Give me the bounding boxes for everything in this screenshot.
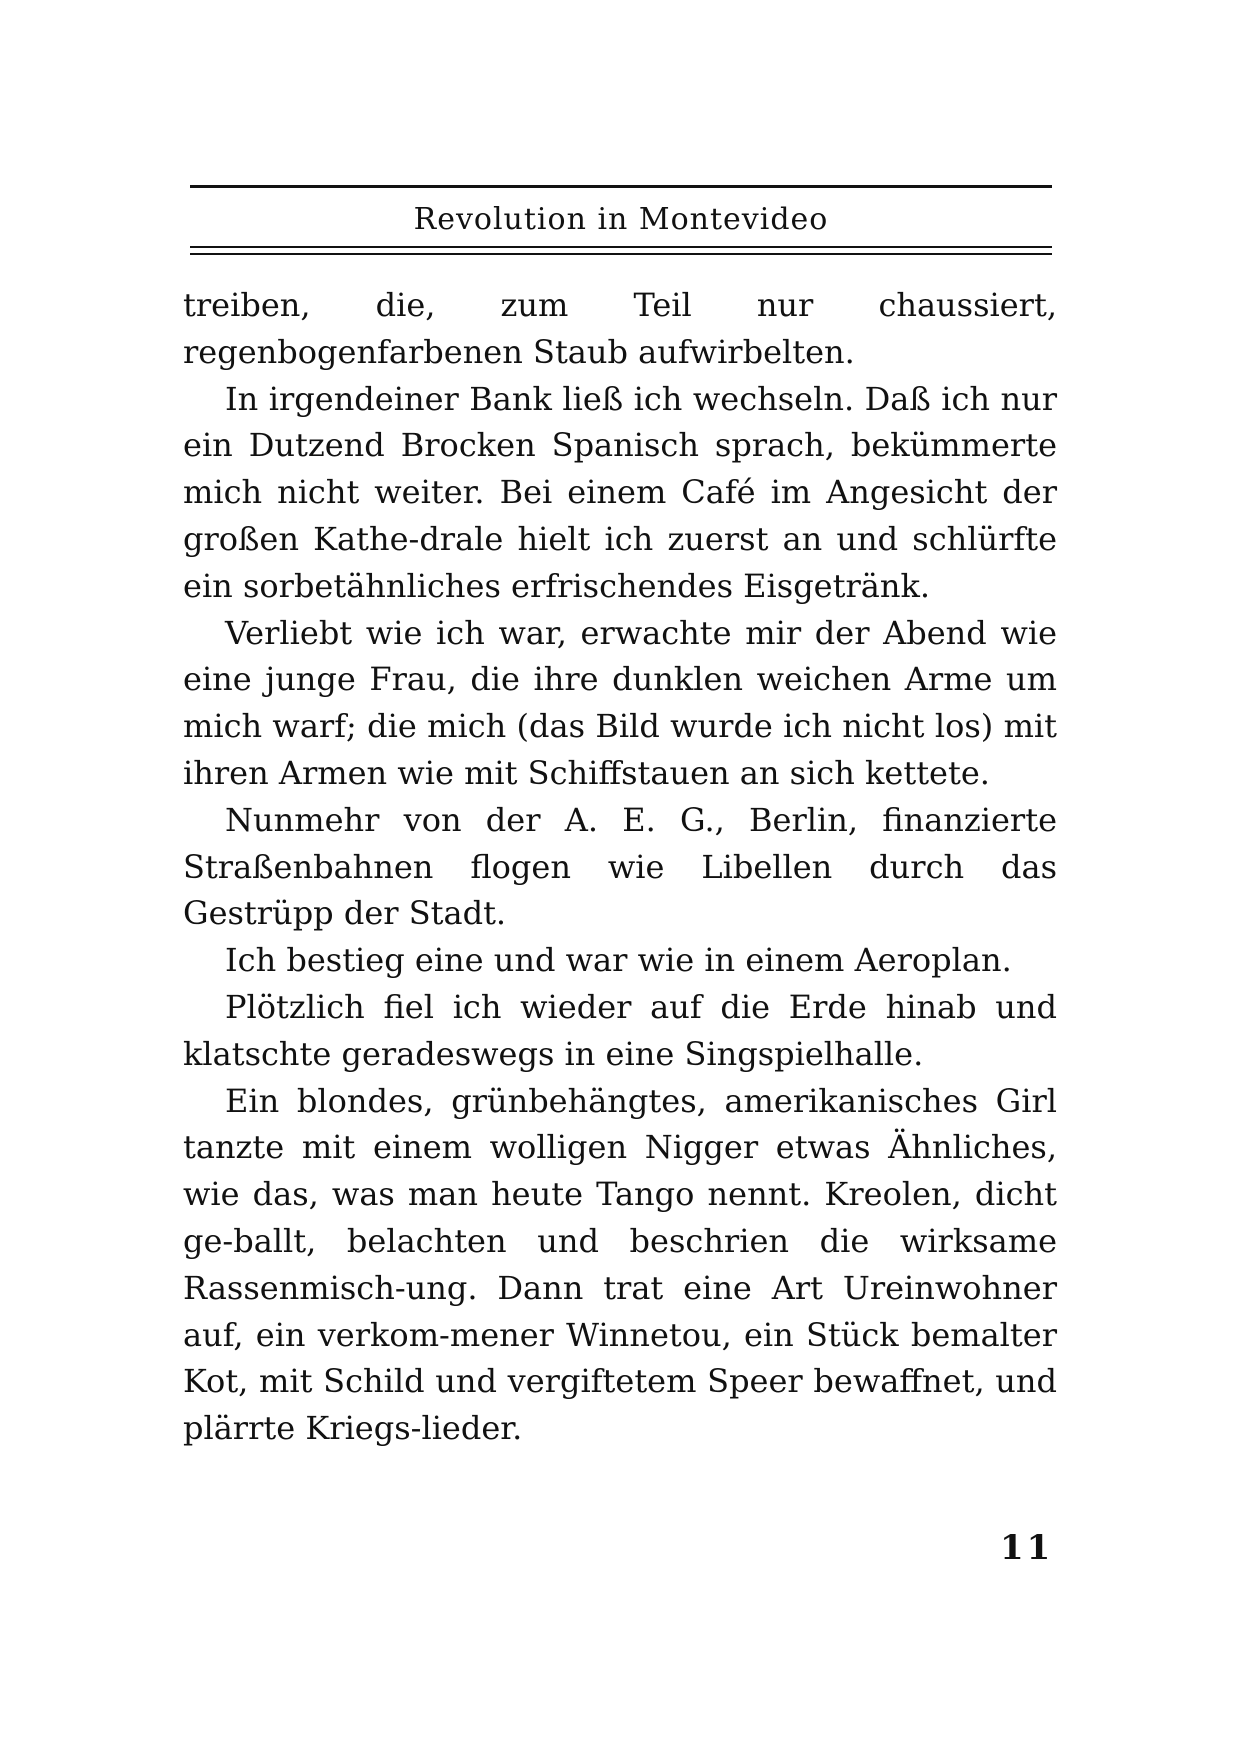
paragraph: Nunmehr von der A. E. G., Berlin, finanzierte Straßenbahnen flogen wie Libellen durch das Gestrüpp der Stadt.	[183, 800, 1057, 933]
body-text	[183, 282, 1057, 1452]
paragraph: Ich bestieg eine und war wie in einem Aeroplan.	[225, 941, 1012, 980]
header-top-rule	[190, 185, 1052, 188]
running-head-title: Revolution in Montevideo	[413, 202, 829, 237]
paragraph: In irgendeiner Bank ließ ich wechseln. Daß ich nur ein Dutzend Brocken Spanisch sprach, bekümmerte mich nicht weiter. Bei einem Café im Angesicht der großen Kathe-drale hielt ich zuerst an und schlürfte ein sorbetähnliches erfrischendes Eisgetränk.	[183, 379, 1057, 605]
paragraph: Ein blondes, grünbehängtes, amerikanisches Girl tanzte mit einem wolligen Nigger etwas Ähnliches, wie das, was man heute Tango nennt. Kreolen, dicht ge-ballt, belachten und beschrien die wirksame Rassenmisch-ung. Dann trat eine Art Ureinwohner auf, ein verkom-mener Winnetou, ein Stück bemalter Kot, mit Schild und vergiftetem Speer bewaffnet, und plärrte Kriegs-lieder.	[183, 1081, 1057, 1448]
header-double-rule	[190, 246, 1052, 255]
paragraph: treiben, die, zum Teil nur chaussiert, regenbogenfarbenen Staub aufwirbelten.	[183, 286, 1057, 371]
paragraph: Plötzlich fiel ich wieder auf die Erde hinab und klatschte geradeswegs in eine Singspielhalle.	[183, 987, 1057, 1073]
page-number: 11	[1000, 1528, 1054, 1568]
paragraph: Verliebt wie ich war, erwachte mir der Abend wie eine junge Frau, die ihre dunklen weichen Arme um mich warf; die mich (das Bild wurde ich nicht los) mit ihren Armen wie mit Schiffstauen an sich kettete.	[183, 613, 1057, 792]
